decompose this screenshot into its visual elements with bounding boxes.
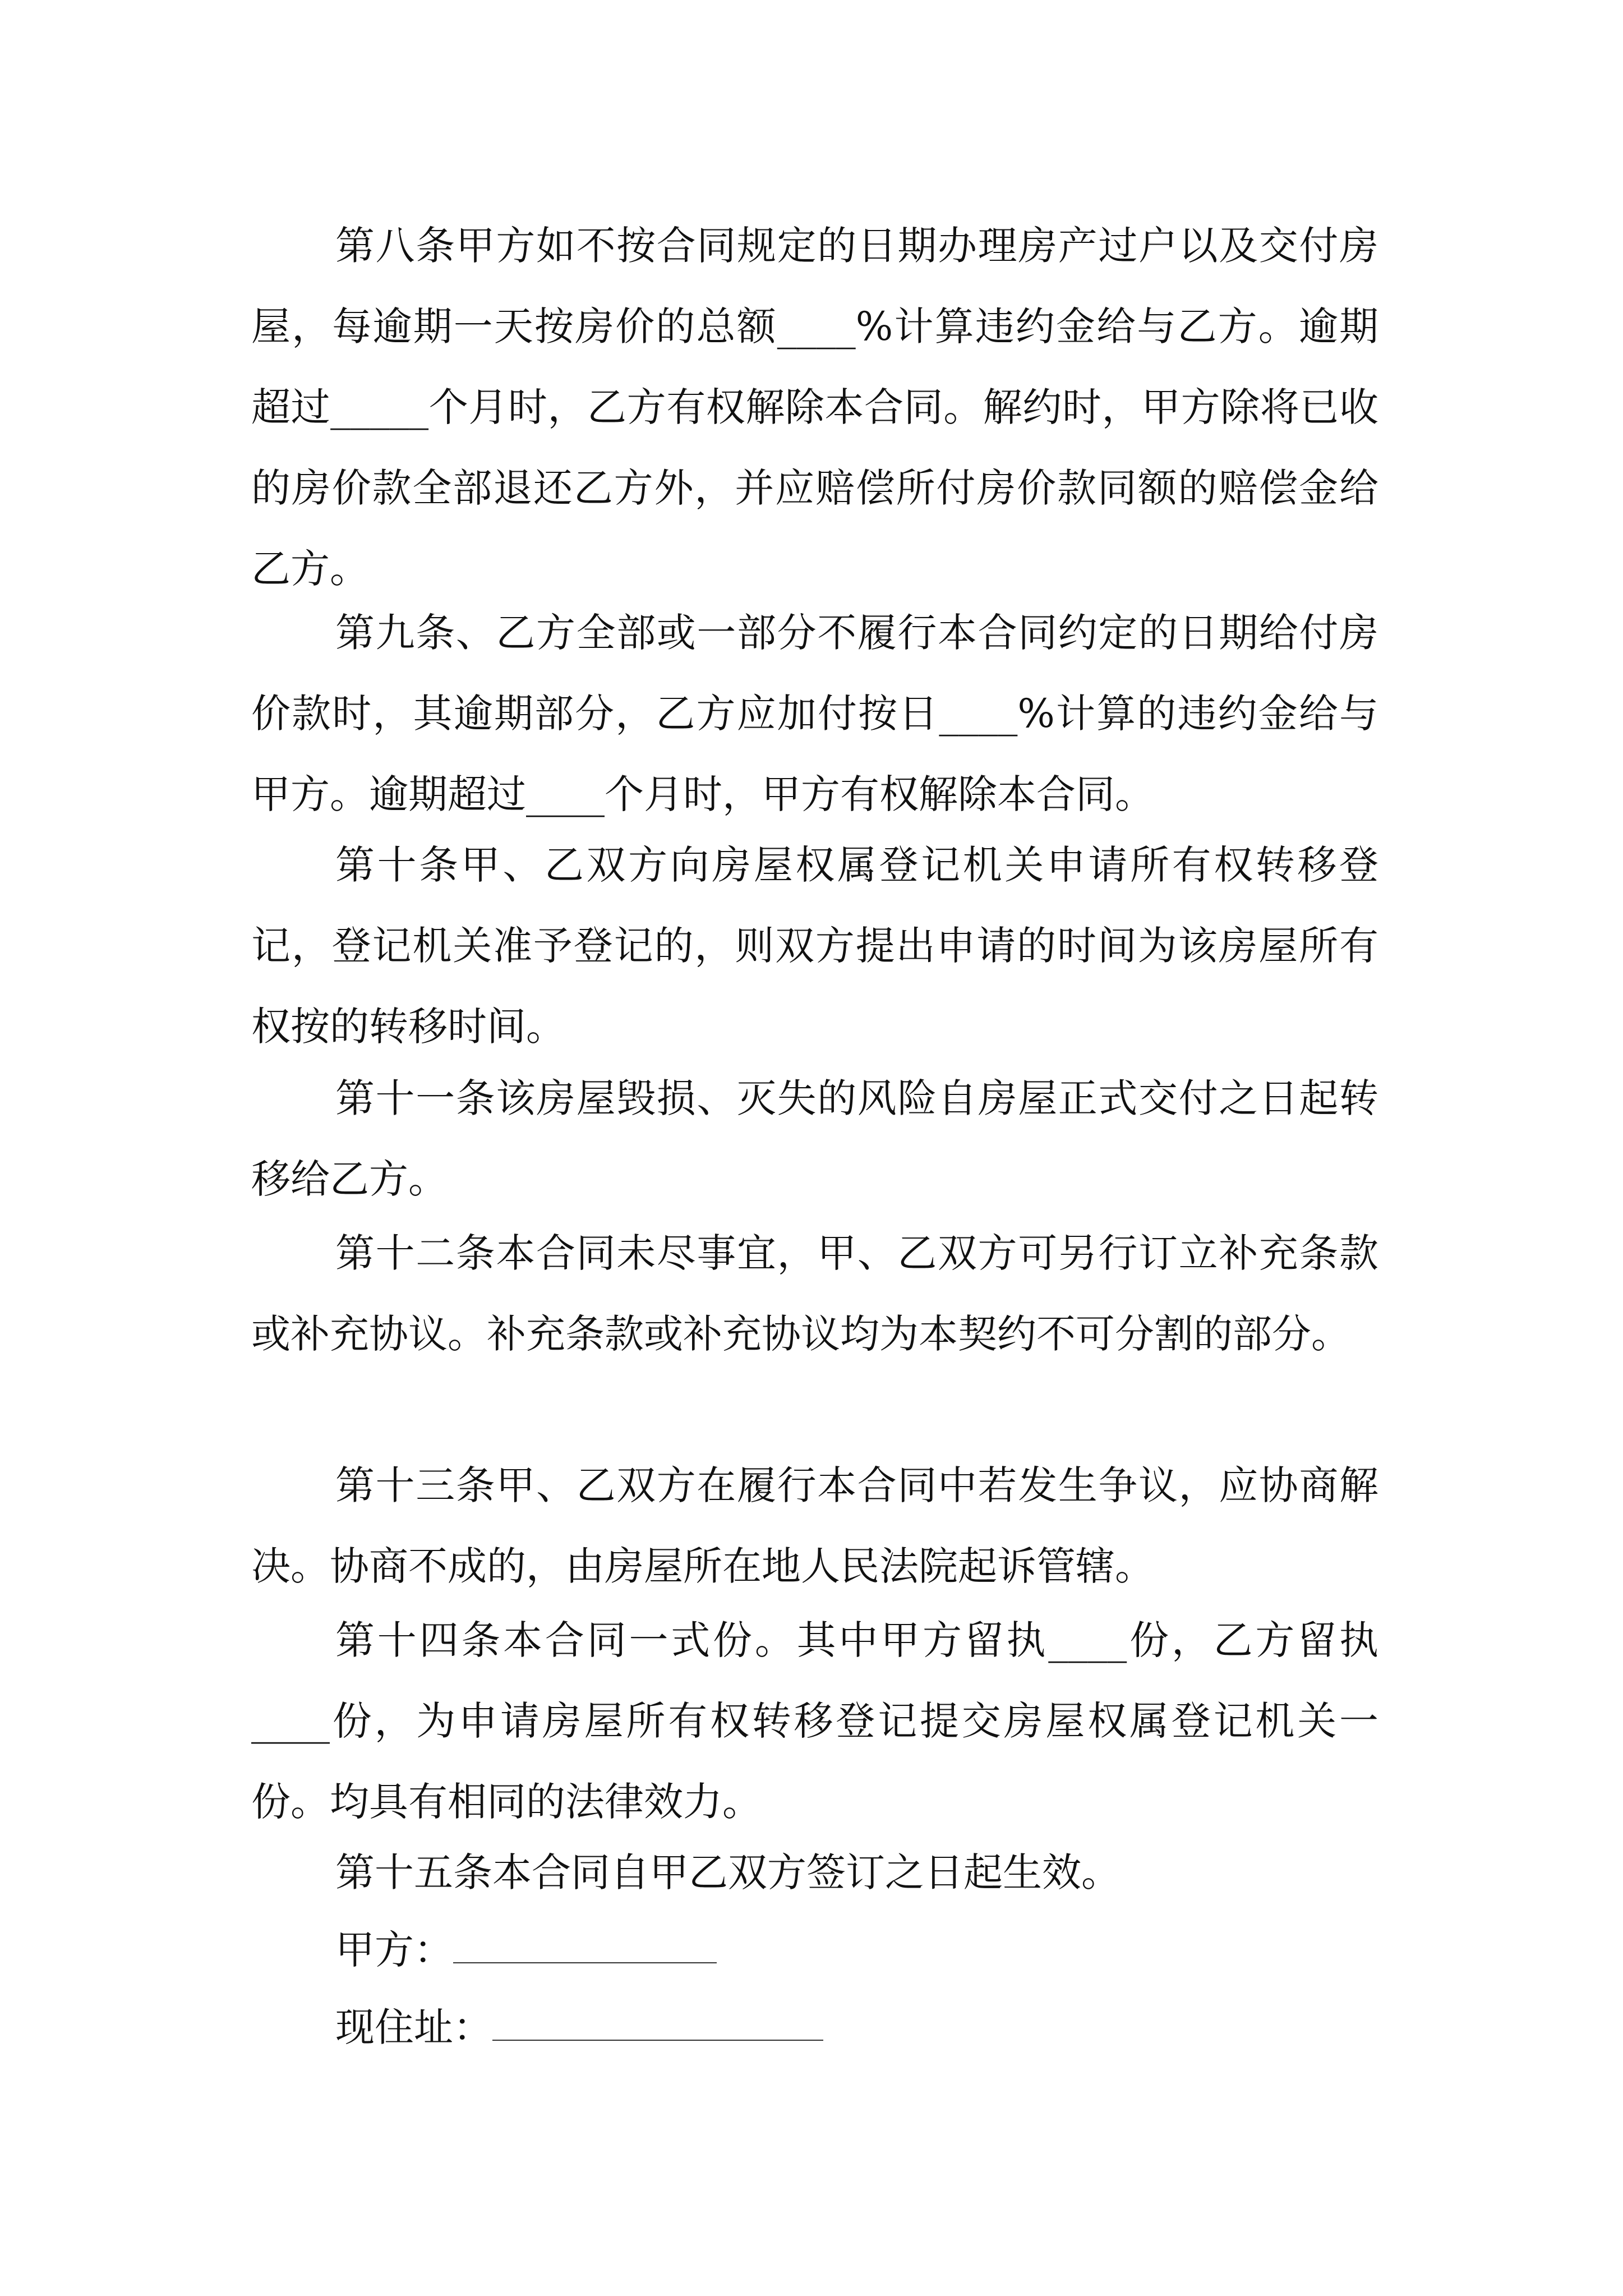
address-blank[interactable] xyxy=(492,2017,823,2041)
address-label: 现住址： xyxy=(335,2004,492,2050)
clause-9: 第九条、乙方全部或一部分不履行本合同约定的日期给付房价款时，其逾期部分，乙方应加付按日____%计算的违约金给与甲方。逾期超过____个月时，甲方有权解除本合同。 xyxy=(251,610,1378,817)
party-a-blank[interactable] xyxy=(453,1940,717,1963)
clause-13: 第十三条甲、乙双方在履行本合同中若发生争议，应协商解决。协商不成的，由房屋所在地人民法院起诉管辖。 xyxy=(251,1462,1378,1589)
clause-15: 第十五条本合同自甲乙双方签订之日起生效。 xyxy=(335,1849,1121,1895)
clause-10: 第十条甲、乙双方向房屋权属登记机关申请所有权转移登记，登记机关准予登记的，则双方提出申请的时间为该房屋所有权按的转移时间。 xyxy=(251,842,1378,1050)
address-line xyxy=(335,1987,823,2068)
party-a-line xyxy=(335,1910,717,1990)
clause-12: 第十二条本合同未尽事宜，甲、乙双方可另行订立补充条款或补充协议。补充条款或补充协议均为本契约不可分割的部分。 xyxy=(251,1230,1378,1357)
clause-8: 第八条甲方如不按合同规定的日期办理房产过户以及交付房屋，每逾期一天按房价的总额____%计算违约金给与乙方。逾期超过_____个月时，乙方有权解除本合同。解约时，甲方除将已收的房价款全部退还乙方外，并应赔偿所付房价款同额的赔偿金给乙方。 xyxy=(251,223,1378,592)
clause-14: 第十四条本合同一式份。其中甲方留执____份，乙方留执____份，为申请房屋所有权转移登记提交房屋权属登记机关一份。均具有相同的法律效力。 xyxy=(251,1617,1378,1825)
clause-11: 第十一条该房屋毁损、灭失的风险自房屋正式交付之日起转移给乙方。 xyxy=(251,1075,1378,1202)
party-a-label: 甲方： xyxy=(335,1927,453,1973)
